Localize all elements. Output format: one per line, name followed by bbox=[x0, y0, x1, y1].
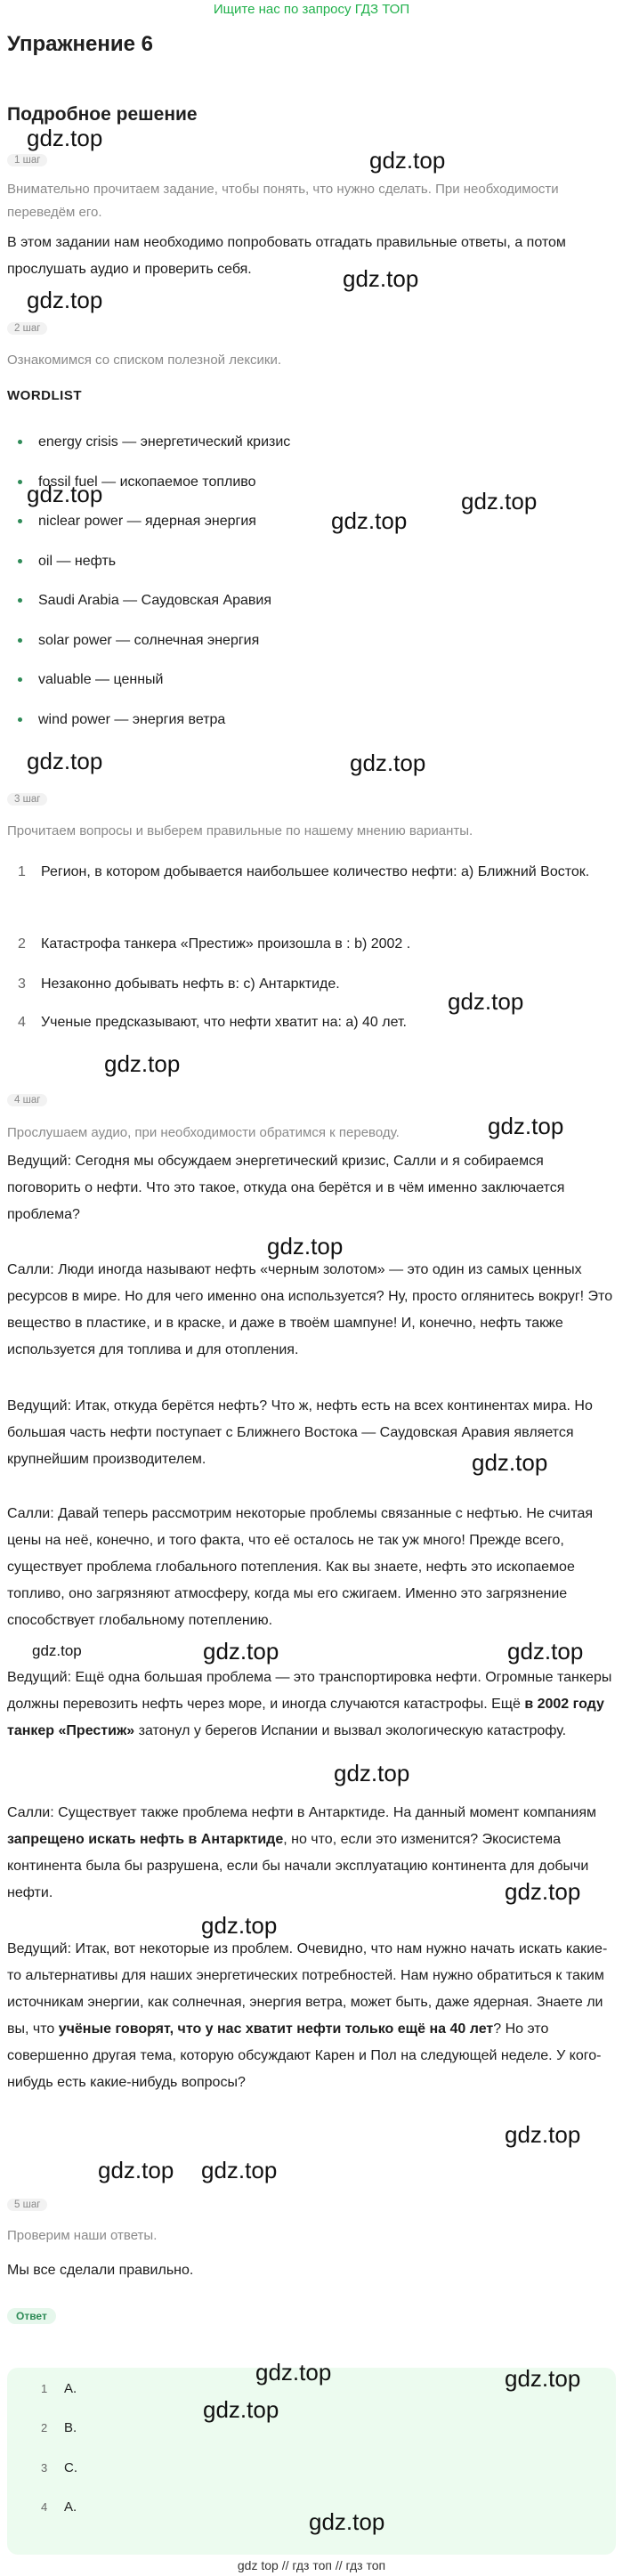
watermark: gdz.top bbox=[448, 988, 524, 1015]
list-item: niclear power — ядерная энергия bbox=[18, 514, 256, 530]
step3-hint: Прочитаем вопросы и выберем правильные по нашему мнению варианты. bbox=[7, 823, 473, 838]
wordlist-title: WORDLIST bbox=[7, 388, 82, 403]
watermark: gdz.top bbox=[267, 1233, 344, 1260]
watermark: gdz.top bbox=[203, 1638, 279, 1665]
watermark: gdz.top bbox=[488, 1113, 564, 1139]
list-item: fossil fuel — ископаемое топливо bbox=[18, 474, 256, 490]
dialogue-paragraph: Ведущий: Итак, откуда берётся нефть? Что ж, нефть есть на всех континентах мира. Но большая часть нефти поступает с Ближнего Востока — Саудовская Аравия является крупнейшим производителем. bbox=[7, 1398, 593, 1467]
watermark: gdz.top bbox=[27, 287, 103, 313]
watermark: gdz.top bbox=[505, 1878, 581, 1905]
watermark: gdz.top bbox=[27, 748, 103, 774]
step5-hint: Проверим наши ответы. bbox=[7, 2228, 158, 2243]
step1-hint: Внимательно прочитаем задание, чтобы понять, что нужно сделать. При необходимости переведём его. bbox=[7, 182, 559, 220]
watermark: gdz.top bbox=[334, 1760, 410, 1786]
watermark: gdz.top bbox=[98, 2157, 174, 2183]
dialogue-paragraph: Ведущий: Ещё одна большая проблема — это транспортировка нефти. Огромные танкеры должны перевозить нефть через море, и иногда случаются катастрофы. Ещё в 2002 году танкер «Престиж» затонул у берегов Испании и вызвал экологическую катастрофу. bbox=[7, 1670, 612, 1738]
watermark: gdz.top bbox=[203, 2396, 279, 2423]
list-item: valuable — ценный bbox=[18, 672, 163, 688]
watermark: gdz.top bbox=[104, 1050, 181, 1077]
list-item: solar power — солнечная энергия bbox=[18, 633, 259, 649]
list-item: Saudi Arabia — Саудовская Аравия bbox=[18, 593, 271, 609]
answer-item: 1 A. bbox=[41, 2381, 77, 2396]
step1-text: В этом задании нам необходимо попробовать отгадать правильные ответы, а потом прослушать аудио и проверить себя. bbox=[7, 235, 566, 277]
question-item: 1 Регион, в котором добывается наибольшее количество нефти: a) Ближний Восток. bbox=[18, 864, 590, 879]
dialogue-paragraph: Ведущий: Сегодня мы обсуждаем энергетический кризис, Салли и я собираемся поговорить о нефти. Что это такое, откуда она берётся и в чём именно заключается проблема? bbox=[7, 1154, 565, 1222]
watermark: gdz.top bbox=[331, 507, 408, 534]
watermark: gdz.top bbox=[350, 749, 426, 776]
answer-badge: Ответ bbox=[7, 2308, 56, 2324]
watermark: gdz.top bbox=[461, 488, 538, 514]
question-item: 2 Катастрофа танкера «Престиж» произошла в : b) 2002 . bbox=[18, 936, 411, 952]
step2-hint: Ознакомимся со списком полезной лексики. bbox=[7, 352, 282, 368]
watermark: gdz.top bbox=[472, 1449, 548, 1476]
question-item: 4 Ученые предсказывают, что нефти хватит на: a) 40 лет. bbox=[18, 1015, 407, 1030]
answer-item: 3 C. bbox=[41, 2460, 77, 2475]
watermark: gdz.top bbox=[507, 1638, 584, 1665]
dialogue-paragraph: Салли: Давай теперь рассмотрим некоторые проблемы связанные с нефтью. Не считая цены на неё, конечно, и того факта, что её осталось не так уж много! Прежде всего, существует проблема глобального потепления. Как вы знаете, нефть это ископаемое топливо, оно загрязняют атмосферу, когда мы его сжигаем. Именно это загрязнение способствует глобальному потеплению. bbox=[7, 1506, 594, 1628]
section-title: Подробное решение bbox=[7, 104, 198, 125]
watermark: gdz.top bbox=[27, 125, 103, 151]
answer-item: 2 B. bbox=[41, 2420, 77, 2435]
watermark: gdz.top bbox=[505, 2365, 581, 2392]
dialogue-paragraph: Салли: Существует также проблема нефти в Антарктиде. На данный момент компаниям запрещено искать нефть в Антарктиде, но что, если это изменится? Экосистема континента была бы разрушена, если бы начали эксплуатацию континента для добычи нефти. bbox=[7, 1805, 596, 1900]
watermark: gdz.top bbox=[343, 265, 419, 292]
dialogue-paragraph: Салли: Люди иногда называют нефть «черным золотом» — это один из самых ценных ресурсов в мире. Но для чего именно она используется? Ну, просто оглянитесь вокруг! Это вещество в пластике, и в краске, и даже в твоём шампуне! И, конечно, нефть также используется для топлива и для отопления. bbox=[7, 1262, 613, 1357]
watermark: gdz.top bbox=[32, 1642, 82, 1659]
watermark: gdz.top bbox=[27, 481, 103, 507]
list-item: energy crisis — энергетический кризис bbox=[18, 434, 290, 450]
step-badge: 3 шаг bbox=[7, 793, 47, 806]
step-badge: 2 шаг bbox=[7, 322, 47, 335]
step-badge: 5 шаг bbox=[7, 2199, 47, 2211]
watermark: gdz.top bbox=[255, 2359, 332, 2386]
step4-hint: Прослушаем аудио, при необходимости обратимся к переводу. bbox=[7, 1125, 400, 1140]
step-badge: 4 шаг bbox=[7, 1094, 47, 1106]
dialogue-paragraph: Ведущий: Итак, вот некоторые из проблем. Очевидно, что нам нужно начать искать какие-то альтернативы для наших энергетических потребностей. Нам нужно обратиться к таким источникам энергии, как солнечная, энергия ветра, может быть, даже ядерная. Знаете ли вы, что учёные говорят, что у нас хватит нефти только ещё на 40 лет? Но это совершенно другая тема, которую обсуждают Карен и Пол на следующей неделе. У кого-нибудь есть какие-нибудь вопросы? bbox=[7, 1941, 608, 2090]
page-title: Упражнение 6 bbox=[7, 32, 153, 56]
watermark: gdz.top bbox=[201, 1912, 278, 1939]
answer-item: 4 A. bbox=[41, 2499, 77, 2515]
watermark: gdz.top bbox=[369, 147, 446, 174]
step-badge: 1 шаг bbox=[7, 154, 47, 166]
question-item: 3 Незаконно добывать нефть в: c) Антарктиде. bbox=[18, 976, 340, 992]
list-item: oil — нефть bbox=[18, 554, 116, 570]
watermark: gdz.top bbox=[309, 2508, 385, 2535]
step5-text: Мы все сделали правильно. bbox=[7, 2263, 194, 2278]
list-item: wind power — энергия ветра bbox=[18, 712, 225, 728]
watermark: gdz.top bbox=[505, 2121, 581, 2148]
footer-links[interactable]: gdz top // гдз топ // гдз топ bbox=[237, 2558, 386, 2572]
watermark: gdz.top bbox=[201, 2157, 278, 2183]
top-banner-link[interactable]: Ищите нас по запросу ГДЗ ТОП bbox=[213, 2, 410, 17]
